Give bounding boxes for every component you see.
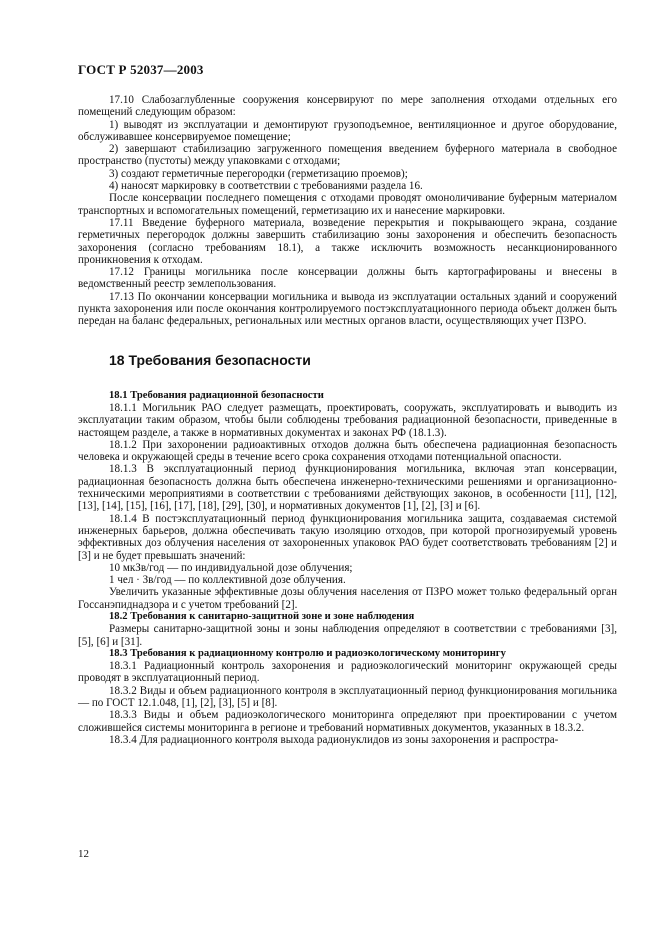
subsection-18-1-heading: 18.1 Требования радиационной безопасности bbox=[109, 389, 324, 401]
paragraph-18-3-2: 18.3.2 Виды и объем радиационного контроля в эксплуатационный период функционирования могильника — по ГОСТ 12.1.048, [1], [2], [3], [5] и [8]. bbox=[78, 684, 617, 710]
dose-individual: 10 мкЗв/год — по индивидуальной дозе облучения; bbox=[109, 561, 353, 574]
paragraph-18-1-1: 18.1.1 Могильник РАО следует размещать, проектировать, сооружать, эксплуатировать и выводить из эксплуатации таким образом, чтобы были соблюдены требования радиационной безопасности, приведенные в настоящем разделе, а также в нормативных документах и законах РФ (18.1.3). bbox=[78, 401, 617, 439]
list-item: 3) создают герметичные перегородки (герметизацию проемов); bbox=[109, 167, 408, 180]
dose-collective: 1 чел · Зв/год — по коллективной дозе облучения. bbox=[109, 574, 346, 587]
subsection-18-2-heading: 18.2 Требования к санитарно-защитной зоне и зоне наблюдения bbox=[109, 610, 415, 622]
document-body bbox=[78, 94, 617, 746]
paragraph-18-1-2: 18.1.2 При захоронении радиоактивных отходов должна быть обеспечена радиационная безопасность человека и окружающей среды в течение всего срока сохранения отходами потенциальной опасности. bbox=[78, 438, 617, 464]
paragraph-18-3-1: 18.3.1 Радиационный контроль захоронения и радиоэкологический мониторинг окружающей среды проводят в эксплуатационный период. bbox=[78, 660, 617, 685]
paragraph-17-10: 17.10 Слабозаглубленные сооружения консервируют по мере заполнения отходами отдельных его помещений следующим образом: bbox=[78, 94, 617, 119]
page-number: 12 bbox=[78, 848, 89, 860]
paragraph-18-1-increase: Увеличить указанные эффективные дозы облучения населения от ПЗРО может только федеральный орган Госсанэпиднадзора и с учетом требований [2]. bbox=[78, 586, 617, 611]
paragraph-18-3-4: 18.3.4 Для радиационного контроля выхода радионуклидов из зоны захоронения и распростра- bbox=[109, 733, 559, 746]
paragraph-17-13: 17.13 По окончании консервации могильника и вывода из эксплуатации остальных зданий и сооружений пункта захоронения или после окончания контролируемого постэксплуатационного периода объект должен быть передан на баланс федеральных, региональных или местных органов власти, осуществляющих учет ПЗРО. bbox=[78, 290, 617, 328]
paragraph-17-10-after: После консервации последнего помещения с отходами проводят омоноличивание буферным материалом транспортных и вспомогательных помещений, герметизацию их и нанесение маркировки. bbox=[78, 192, 617, 217]
subsection-18-3-heading: 18.3 Требования к радиационному контролю и радиоэкологическому мониторингу bbox=[109, 647, 506, 659]
list-item: 1) выводят из эксплуатации и демонтируют грузоподъемное, вентиляционное и другое оборудование, обслуживавшее консервируемое помещение; bbox=[78, 118, 617, 143]
paragraph-18-3-3: 18.3.3 Виды и объем радиоэкологического мониторинга определяют при проектировании с учетом сложившейся системы мониторинга в регионе и требований нормативных документов, указанных в 18.3.2. bbox=[78, 709, 617, 734]
paragraph-18-1-4: 18.1.4 В постэксплуатационный период функционирования могильника защита, создаваемая системой инженерных барьеров, должна обеспечивать такую изоляцию отходов, при которой прогнозируемый уровень эффективных доз облучения населения от захороненных упаковок РАО будет соответствовать требованиям [2] и [3] и не будет превышать значений: bbox=[78, 512, 617, 562]
paragraph-18-1-3: 18.1.3 В эксплуатационный период функционирования могильника, включая этап консервации, радиационная безопасность должна быть обеспечена инженерно-техническими решениями и организационно-техническими мероприятиями в соответствии с требованиями действующих законов, в особенности [11], [12], [13], [14], [15], [16], [17], [18], [29], [30], и нормативных документов [1], [2], [3] и [6]. bbox=[78, 463, 617, 513]
standard-header: ГОСТ Р 52037—2003 bbox=[78, 62, 204, 77]
paragraph-17-11: 17.11 Введение буферного материала, возведение перекрытия и покрывающего экрана, создание герметичных перегородок должны завершить стабилизацию зоны захоронения и обеспечить безопасность захоронения (согласно требованиям 18.1), а также исключить возможность несанкционированного проникновения к отходам. bbox=[78, 216, 617, 266]
list-item: 2) завершают стабилизацию загруженного помещения введением буферного материала в свободное пространство (пустоты) между упаковками с отходами; bbox=[78, 143, 617, 168]
list-item: 4) наносят маркировку в соответствии с требованиями раздела 16. bbox=[109, 180, 423, 193]
paragraph-17-12: 17.12 Границы могильника после консервации должны быть картографированы и внесены в ведомственный реестр землепользования. bbox=[78, 266, 617, 291]
paragraph-18-2: Размеры санитарно-защитной зоны и зоны наблюдения определяют в соответствии с требованиями [3], [5], [6] и [31]. bbox=[78, 623, 617, 648]
section-18-heading: 18 Требования безопасности bbox=[109, 351, 311, 368]
